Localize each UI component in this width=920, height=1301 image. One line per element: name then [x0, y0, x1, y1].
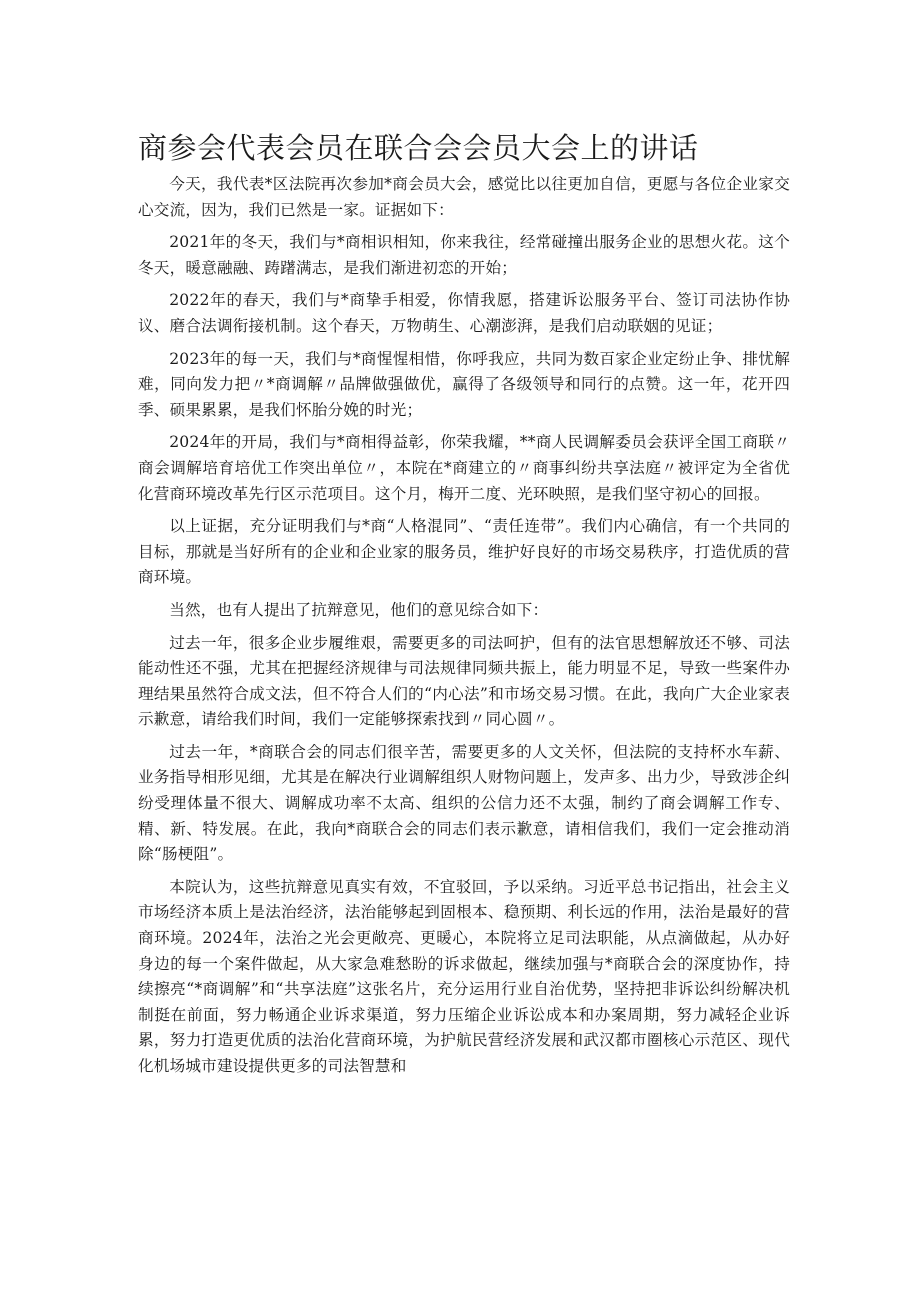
paragraph-objection-federation: 过去一年，*商联合会的同志们很辛苦，需要更多的人文关怀，但法院的支持杯水车薪、业务指导相形见细，尤其是在解决行业调解组织人财物问题上，发声多、出力少，导致涉企纠纷受理体量不很大、调解成功率不太高、组织的公信力还不太强，制约了商会调解工作专、精、新、特发展。在此，我向*商联合会的同志们表示歉意，请相信我们，我们一定会推动消除“肠梗阻”。 — [138, 742, 790, 864]
paragraph-objections-intro: 当然，也有人提出了抗辩意见，他们的意见综合如下： — [169, 600, 549, 619]
paragraph-evidence-summary: 以上证据，充分证明我们与*商“人格混同”、“责任连带”。我们内心确信，有一个共同的目标，那就是当好所有的企业和企业家的服务员，维护好良好的市场交易秩序，打造优质的营商环境。 — [138, 517, 790, 587]
paragraph-court-opinion: 本院认为，这些抗辩意见真实有效，不宜驳回，予以采纳。习近平总书记指出，社会主义市场经济本质上是法治经济，法治能够起到固根本、稳预期、利长远的作用，法治是最好的营商环境。2024年，法治之光会更敞亮、更暖心，本院将立足司法职能，从点滴做起，从办好身边的每一个案件做起，从大家急难愁盼的诉求做起，继续加强与*商联合会的深度协作，持续擦亮“*商调解”和“共享法庭”这张名片，充分运用行业自治优势，坚持把非诉讼纠纷解决机制挺在前面，努力畅通企业诉求渠道，努力压缩企业诉讼成本和办案周期，努力减轻企业诉累，努力打造更优质的法治化营商环境，为护航民营经济发展和武汉都市圈核心示范区、现代化机场城市建设提供更多的司法智慧和 — [138, 877, 790, 1075]
paragraph-intro: 今天，我代表*区法院再次参加*商会员大会，感觉比以往更加自信，更愿与各位企业家交心交流，因为，我们已然是一家。证据如下： — [138, 175, 790, 219]
paragraph-objection-enterprises: 过去一年，很多企业步履维艰，需要更多的司法呵护，但有的法官思想解放还不够、司法能动性还不强，尤其在把握经济规律与司法规律同频共振上，能力明显不足，导致一些案件办理结果虽然符合成文法，但不符合人们的“内心法”和市场交易习惯。在此，我向广大企业家表示歉意，请给我们时间，我们一定能够探索找到〃同心圆〃。 — [138, 633, 790, 729]
document-title: 商参会代表会员在联合会会员大会上的讲话 — [138, 131, 699, 165]
document-body — [138, 172, 790, 1087]
paragraph-2023: 2023年的每一天，我们与*商惺惺相惜，你呼我应，共同为数百家企业定纷止争、排忧解难，同向发力把〃*商调解〃品牌做强做优，赢得了各级领导和同行的点赞。这一年，花开四季、硕果累累，是我们怀胎分娩的时光； — [138, 349, 790, 419]
paragraph-2022: 2022年的春天，我们与*商挚手相爱，你情我愿，搭建诉讼服务平台、签订司法协作协议、磨合法调衔接机制。这个春天，万物萌生、心潮澎湃，是我们启动联姻的见证； — [138, 291, 790, 335]
paragraph-2024: 2024年的开局，我们与*商相得益彰，你荣我耀，**商人民调解委员会获评全国工商联〃商会调解培育培优工作突出单位〃，本院在*商建立的〃商事纠纷共享法庭〃被评定为全省优化营商环境改革先行区示范项目。这个月，梅开二度、光环映照，是我们坚守初心的回报。 — [138, 433, 790, 503]
paragraph-2021: 2021年的冬天，我们与*商相识相知，你来我往，经常碰撞出服务企业的思想火花。这个冬天，暖意融融、踌躇满志，是我们渐进初恋的开始； — [138, 233, 790, 277]
